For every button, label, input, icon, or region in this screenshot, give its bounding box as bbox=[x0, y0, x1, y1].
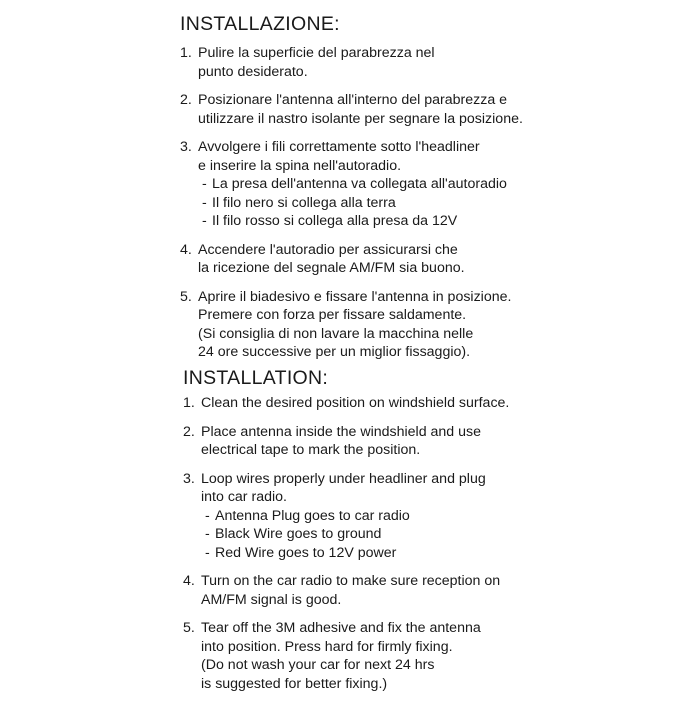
step-number: 4. bbox=[183, 573, 195, 589]
italian-title: INSTALLAZIONE: bbox=[180, 13, 340, 35]
step-text-line: (Si consiglia di non lavare la macchina nelle bbox=[198, 325, 474, 342]
step-5 bbox=[0, 619, 700, 693]
dash-bullet: - bbox=[202, 176, 207, 192]
step-text-line: into car radio. bbox=[201, 489, 287, 505]
step-text-line: punto desiderato. bbox=[198, 63, 308, 80]
english-title: INSTALLATION: bbox=[183, 367, 329, 389]
step-number: 2. bbox=[180, 92, 192, 108]
step-text-line: Premere con forza per fissare saldamente. bbox=[198, 307, 467, 323]
step-text-line: Aprire il biadesivo e fissare l'antenna in posizione. bbox=[198, 288, 512, 305]
dash-bullet: - bbox=[202, 213, 207, 229]
step-text-line: 24 ore successive per un miglior fissaggio). bbox=[198, 344, 471, 360]
step-number: 3. bbox=[180, 139, 192, 155]
step-number: 1. bbox=[180, 45, 192, 61]
dash-bullet: - bbox=[205, 526, 210, 542]
step-text-line: e inserire la spina nell'autoradio. bbox=[198, 157, 402, 174]
step-1 bbox=[0, 44, 700, 81]
step-text-line: is suggested for better fixing.) bbox=[201, 675, 388, 692]
step-number: 3. bbox=[183, 470, 195, 487]
step-number: 5. bbox=[180, 288, 192, 305]
dash-bullet: - bbox=[205, 507, 210, 524]
step-text-line: Tear off the 3M adhesive and fix the antenna bbox=[201, 620, 481, 636]
italian-steps bbox=[0, 44, 700, 362]
step-number: 2. bbox=[183, 423, 195, 440]
step-text-line: Clean the desired position on windshield surface. bbox=[201, 395, 510, 411]
step-1 bbox=[0, 394, 700, 413]
step-number: 4. bbox=[180, 241, 192, 258]
sub-item bbox=[201, 525, 700, 544]
step-text-line: Loop wires properly under headliner and plug bbox=[201, 470, 486, 487]
sub-item bbox=[201, 544, 700, 563]
step-text-line: Posizionare l'antenna all'interno del parabrezza e bbox=[198, 92, 508, 108]
step-3 bbox=[0, 138, 700, 231]
dash-bullet: - bbox=[205, 544, 210, 561]
step-text-line: Pulire la superficie del parabrezza nel bbox=[198, 45, 435, 61]
sub-item bbox=[201, 507, 700, 526]
step-number: 1. bbox=[183, 395, 195, 411]
sub-item bbox=[198, 212, 700, 231]
sub-item-text: Antenna Plug goes to car radio bbox=[215, 507, 410, 524]
step-text-line: electrical tape to mark the position. bbox=[201, 442, 421, 458]
sub-item-text: La presa dell'antenna va collegata all'autoradio bbox=[212, 176, 507, 192]
step-number: 5. bbox=[183, 620, 195, 636]
step-5 bbox=[0, 288, 700, 362]
step-text-line: utilizzare il nastro isolante per segnare la posizione. bbox=[198, 110, 523, 127]
step-text-line: Place antenna inside the windshield and use bbox=[201, 423, 482, 440]
sub-item-text: Il filo rosso si collega alla presa da 12V bbox=[212, 213, 458, 229]
step-text-line: la ricezione del segnale AM/FM sia buono. bbox=[198, 260, 465, 276]
sub-item bbox=[198, 175, 700, 194]
step-text-line: AM/FM signal is good. bbox=[201, 591, 342, 608]
step-4 bbox=[0, 572, 700, 609]
step-text-line: Accendere l'autoradio per assicurarsi che bbox=[198, 241, 458, 258]
step-text-line: (Do not wash your car for next 24 hrs bbox=[201, 657, 435, 673]
step-2 bbox=[0, 91, 700, 128]
english-section bbox=[0, 366, 700, 703]
dash-bullet: - bbox=[202, 194, 207, 211]
step-text-line: into position. Press hard for firmly fixing. bbox=[201, 638, 453, 655]
sub-item-text: Red Wire goes to 12V power bbox=[215, 544, 397, 561]
sub-item-text: Il filo nero si collega alla terra bbox=[212, 194, 396, 211]
step-2 bbox=[0, 423, 700, 460]
step-4 bbox=[0, 241, 700, 278]
english-steps bbox=[0, 394, 700, 693]
step-text-line: Turn on the car radio to make sure reception on bbox=[201, 573, 501, 589]
step-3 bbox=[0, 470, 700, 563]
sub-item-text: Black Wire goes to ground bbox=[215, 526, 382, 542]
sub-item bbox=[198, 194, 700, 213]
italian-section bbox=[0, 12, 700, 372]
step-text-line: Avvolgere i fili correttamente sotto l'headliner bbox=[198, 139, 480, 155]
